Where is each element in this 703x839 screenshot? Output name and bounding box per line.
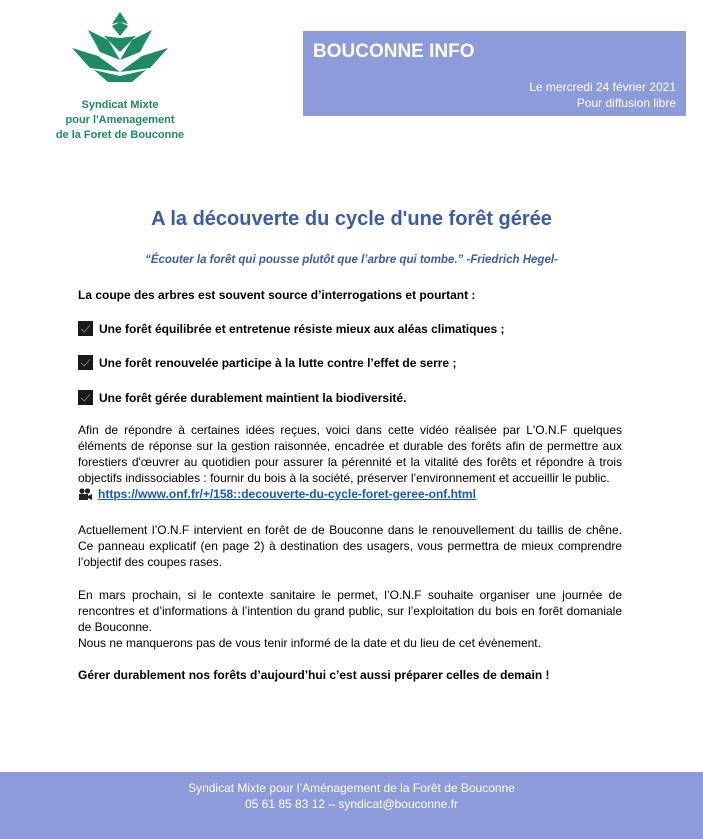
page-title: A la découverte du cycle d'une forêt gérée bbox=[151, 208, 552, 230]
footer bbox=[0, 772, 703, 839]
bullet-item bbox=[78, 321, 504, 336]
closing-text: Gérer durablement nos forêts d’aujourd’hui c’est aussi préparer celles de demain ! bbox=[78, 668, 550, 682]
bullet-text: Une forêt équilibrée et entretenue résiste mieux aux aléas climatiques ; bbox=[99, 321, 505, 336]
paragraph-video bbox=[78, 422, 622, 502]
org-line-2: pour l'Amenagement bbox=[65, 114, 175, 126]
footer-contact: 05 61 85 83 12 – syndicat@bouconne.fr bbox=[245, 797, 458, 811]
footer-line-1: Syndicat Mixte pour l’Aménagement de la Forêt de Bouconne bbox=[188, 781, 515, 795]
org-line-3: de la Foret de Bouconne bbox=[55, 129, 185, 141]
org-name bbox=[40, 98, 200, 143]
banner-title: BOUCONNE INFO bbox=[313, 41, 475, 62]
paragraph-event-text: En mars prochain, si le contexte sanitaire le permet, l’O.N.F souhaite organiser une journée de rencontres et d’informations à l’intention du grand public, sur l’exploitation du bois en forêt domaniale de Bouconne. bbox=[78, 588, 622, 634]
banner-date: Le mercredi 24 février 2021 bbox=[529, 80, 676, 94]
banner-distribution: Pour diffusion libre bbox=[576, 96, 676, 110]
bullet-text: Une forêt gérée durablement maintient la biodiversité. bbox=[99, 390, 407, 405]
quote: “Écouter la forêt qui pousse plutôt que l’arbre qui tombe.” -Friedrich Hegel- bbox=[145, 254, 558, 266]
info-banner bbox=[303, 31, 686, 116]
syndicat-logo bbox=[60, 12, 180, 92]
paragraph-event bbox=[78, 587, 622, 651]
org-line-1: Syndicat Mixte bbox=[81, 99, 159, 111]
paragraph-video-text: Afin de répondre à certaines idées reçues, voici dans cette vidéo réalisée par L'O.N.F quelques éléments de réponse sur la gestion raisonnée, encadrée et durable des forêts afin de permettre aux forestiers d'œuvrer au quotidien pour assurer la pérennité et la vitalité des forêts et répondre à trois objectifs indissociables : fournir du bois à la société, préserver l’environnement et accueillir le public. bbox=[78, 423, 622, 485]
paragraph-event-followup: Nous ne manquerons pas de vous tenir informé de la date et du lieu de cet évènement. bbox=[78, 636, 541, 650]
checkbox-icon bbox=[78, 321, 93, 336]
video-link[interactable]: https://www.onf.fr/+/158::decouverte-du-cycle-foret-geree-onf.html bbox=[98, 487, 476, 501]
video-link-line bbox=[78, 486, 622, 502]
checkbox-icon bbox=[78, 390, 93, 405]
paragraph-intervention: Actuellement l’O.N.F intervient en forêt de de Bouconne dans le renouvellement du taillis de chêne. Ce panneau explicatif (en page 2) à destination des usagers, vous permettra de mieux comprendre l’objectif des coupes rases. bbox=[78, 523, 622, 569]
bullet-item bbox=[78, 390, 406, 405]
intro-text: La coupe des arbres est souvent source d’interrogations et pourtant : bbox=[78, 288, 476, 302]
camera-icon bbox=[78, 488, 92, 501]
checkbox-icon bbox=[78, 355, 93, 370]
bullet-item bbox=[78, 355, 456, 370]
bullet-text: Une forêt renouvelée participe à la lutte contre l’effet de serre ; bbox=[99, 355, 457, 370]
